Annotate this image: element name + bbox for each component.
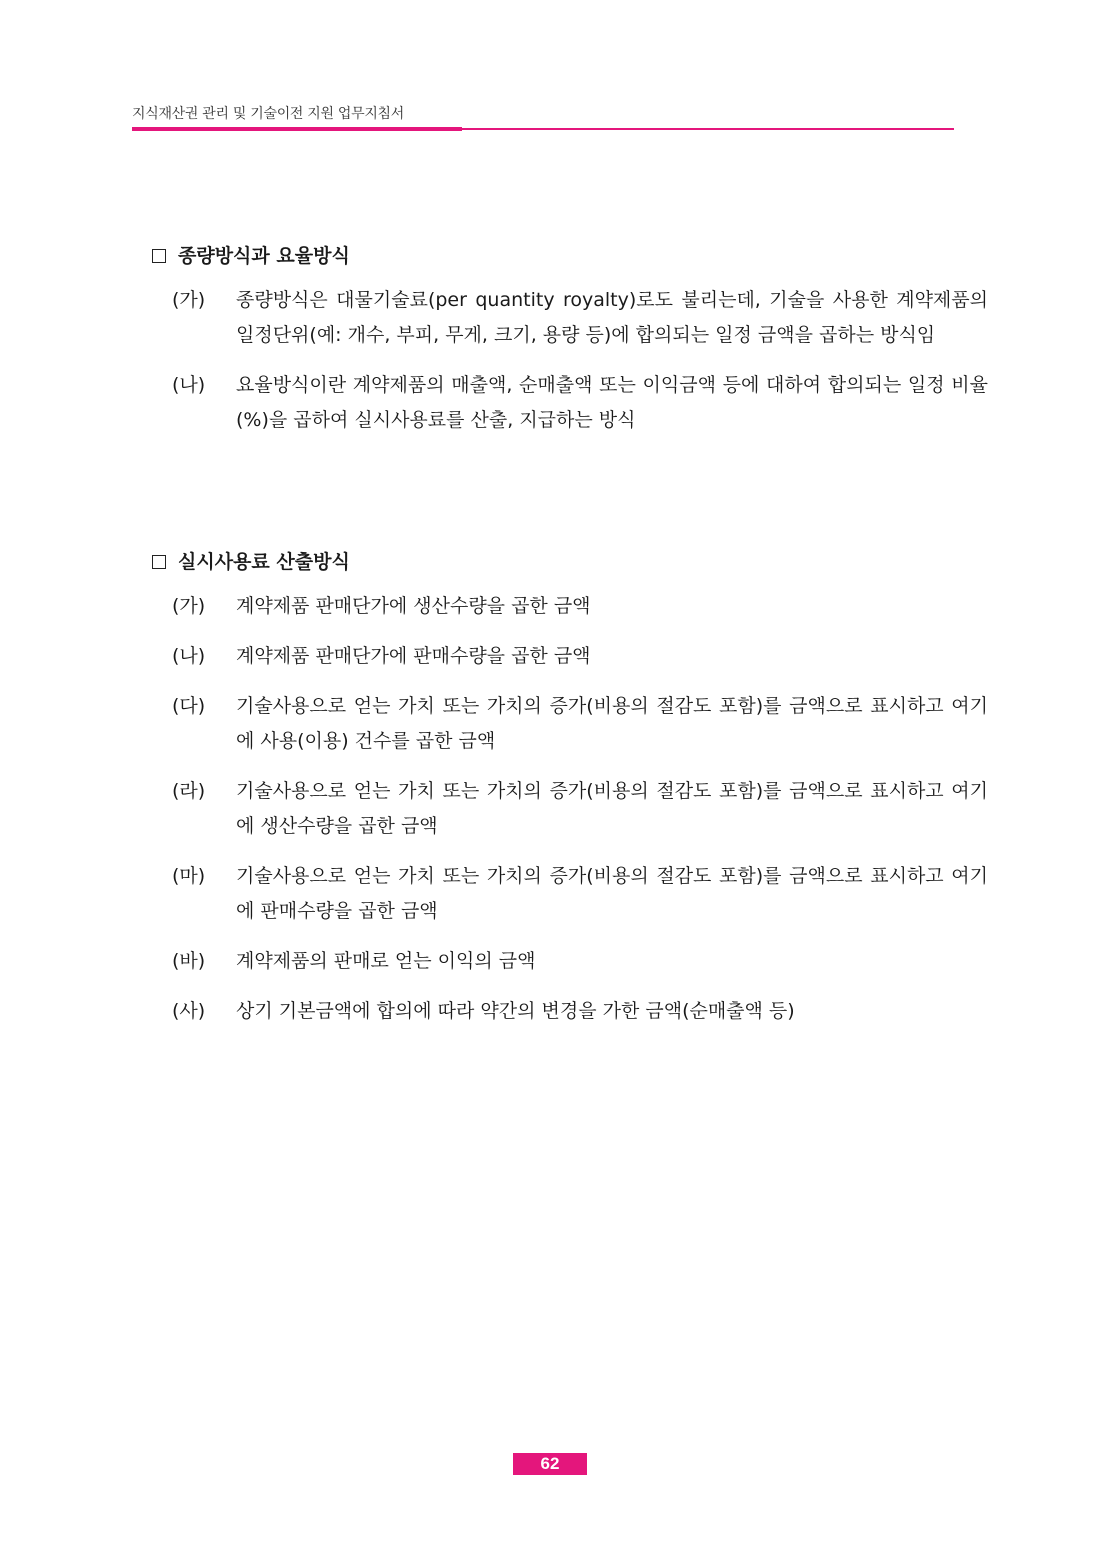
- section-heading-text: 실시사용료 산출방식: [178, 551, 350, 573]
- list-item-text: 기술사용으로 얻는 가치 또는 가치의 증가(비용의 절감도 포함)를 금액으로 표시하고 여기에 생산수량을 곱한 금액: [236, 780, 988, 837]
- list-item: [172, 689, 988, 759]
- list-item: [172, 859, 988, 929]
- list-item-marker: (바): [172, 950, 206, 972]
- list-item-text: 기술사용으로 얻는 가치 또는 가치의 증가(비용의 절감도 포함)를 금액으로 표시하고 여기에 사용(이용) 건수를 곱한 금액: [236, 695, 988, 752]
- header-title: 지식재산권 관리 및 기술이전 지원 업무지침서: [132, 106, 405, 122]
- list-item-text: 계약제품 판매단가에 생산수량을 곱한 금액: [236, 595, 591, 617]
- list-item: [172, 944, 988, 979]
- list-item: [172, 994, 988, 1029]
- section-heading: [152, 549, 972, 575]
- checkbox-icon: [152, 555, 166, 569]
- page-header: [132, 104, 954, 131]
- list-item-text: 요율방식이란 계약제품의 매출액, 순매출액 또는 이익금액 등에 대하여 합의되는 일정 비율(%)을 곱하여 실시사용료를 산출, 지급하는 방식: [236, 374, 988, 431]
- section-heading-text: 종량방식과 요율방식: [178, 245, 350, 267]
- list-item-text: 계약제품 판매단가에 판매수량을 곱한 금액: [236, 645, 591, 667]
- list-item-marker: (가): [172, 595, 206, 617]
- section-calculation-methods: [152, 549, 988, 1029]
- checkbox-icon: [152, 249, 166, 263]
- list-item: [172, 639, 988, 674]
- section-heading: [152, 243, 972, 269]
- list-item: [172, 774, 988, 844]
- list-item-marker: (다): [172, 695, 206, 717]
- header-rule: [132, 127, 954, 131]
- page-number: 62: [513, 1453, 587, 1475]
- list-item: [172, 368, 988, 438]
- list-item-text: 상기 기본금액에 합의에 따라 약간의 변경을 가한 금액(순매출액 등): [236, 1000, 795, 1022]
- list-item-marker: (라): [172, 780, 206, 802]
- list-item-marker: (나): [172, 645, 206, 667]
- list-item-text: 계약제품의 판매로 얻는 이익의 금액: [236, 950, 536, 972]
- list-item: [172, 589, 988, 624]
- header-rule-thick: [132, 127, 462, 131]
- list-item-marker: (마): [172, 865, 206, 887]
- list-item: [172, 283, 988, 353]
- list-item-text: 종량방식은 대물기술료(per quantity royalty)로도 불리는데, 기술을 사용한 계약제품의 일정단위(예: 개수, 부피, 무게, 크기, 용량 등)에 합의되는 일정 금액을 곱하는 방식임: [236, 289, 988, 346]
- list-item-marker: (사): [172, 1000, 206, 1022]
- list-item-text: 기술사용으로 얻는 가치 또는 가치의 증가(비용의 절감도 포함)를 금액으로 표시하고 여기에 판매수량을 곱한 금액: [236, 865, 988, 922]
- section-royalty-methods: [152, 243, 988, 438]
- list-item-marker: (나): [172, 374, 206, 396]
- list-item-marker: (가): [172, 289, 206, 311]
